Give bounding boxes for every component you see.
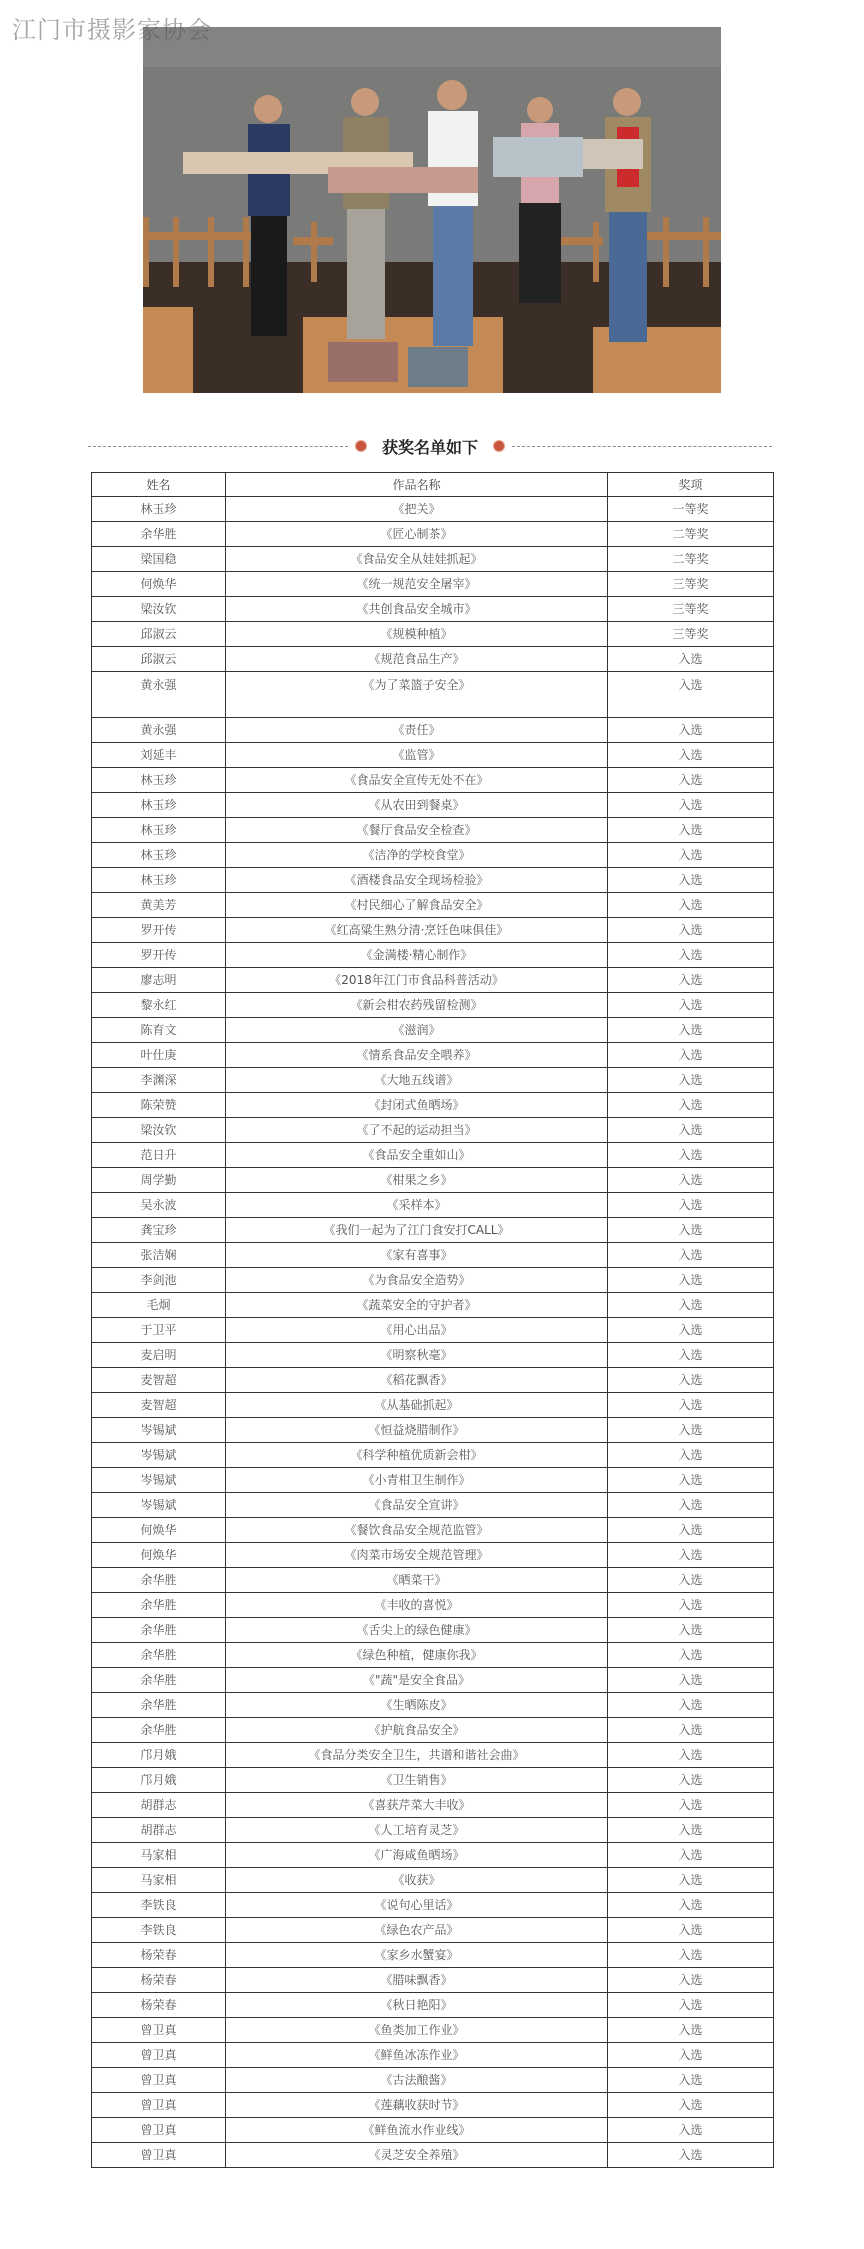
cell-work: 《我们一起为了江门食安打CALL》 — [226, 1218, 608, 1243]
cell-name: 何焕华 — [92, 1518, 226, 1543]
table-row — [92, 1318, 774, 1343]
table-row — [92, 1468, 774, 1493]
cell-award: 入选 — [608, 2093, 774, 2118]
cell-name: 黎永红 — [92, 993, 226, 1018]
cell-name: 陈荣赞 — [92, 1093, 226, 1118]
cell-work: 《喜获芹菜大丰收》 — [226, 1793, 608, 1818]
cell-work: 《家乡水蟹宴》 — [226, 1943, 608, 1968]
table-row — [92, 918, 774, 943]
table-row — [92, 622, 774, 647]
cell-work: 《秋日艳阳》 — [226, 1993, 608, 2018]
cell-award: 入选 — [608, 1418, 774, 1443]
cell-work: 《科学种植优质新会柑》 — [226, 1443, 608, 1468]
cell-work: 《莲藕收获时节》 — [226, 2093, 608, 2118]
table-row — [92, 672, 774, 718]
cell-name: 李铁良 — [92, 1918, 226, 1943]
cell-name: 麦智超 — [92, 1368, 226, 1393]
award-list-heading — [88, 434, 772, 458]
table-row — [92, 497, 774, 522]
cell-work: 《腊味飘香》 — [226, 1968, 608, 1993]
cell-work: 《鱼类加工作业》 — [226, 2018, 608, 2043]
cell-award: 入选 — [608, 1743, 774, 1768]
table-row — [92, 718, 774, 743]
table-row — [92, 843, 774, 868]
cell-work: 《"蔬"是安全食品》 — [226, 1668, 608, 1693]
cell-work: 《责任》 — [226, 718, 608, 743]
cell-award: 入选 — [608, 1168, 774, 1193]
cell-name: 余华胜 — [92, 1718, 226, 1743]
cell-award: 入选 — [608, 1918, 774, 1943]
cell-award: 入选 — [608, 1668, 774, 1693]
cell-name: 余华胜 — [92, 1593, 226, 1618]
cell-name: 胡群志 — [92, 1793, 226, 1818]
table-row — [92, 1168, 774, 1193]
cell-award: 入选 — [608, 2018, 774, 2043]
cell-work: 《酒楼食品安全现场检验》 — [226, 868, 608, 893]
table-row — [92, 1118, 774, 1143]
table-row — [92, 1543, 774, 1568]
cell-name: 刘延丰 — [92, 743, 226, 768]
table-row — [92, 1793, 774, 1818]
cell-award: 入选 — [608, 1268, 774, 1293]
heading-title: 获奖名单如下 — [381, 438, 478, 457]
cell-work: 《金满楼·精心制作》 — [226, 943, 608, 968]
table-row — [92, 572, 774, 597]
cell-name: 李剑池 — [92, 1268, 226, 1293]
cell-name: 杨荣春 — [92, 1993, 226, 2018]
cell-name: 林玉珍 — [92, 818, 226, 843]
table-row — [92, 1218, 774, 1243]
header-work: 作品名称 — [226, 473, 608, 497]
table-row — [92, 1393, 774, 1418]
table-row — [92, 1843, 774, 1868]
cell-work: 《卫生销售》 — [226, 1768, 608, 1793]
table-row — [92, 943, 774, 968]
cell-work: 《洁净的学校食堂》 — [226, 843, 608, 868]
cell-award: 入选 — [608, 893, 774, 918]
cell-name: 林玉珍 — [92, 497, 226, 522]
cell-work: 《封闭式鱼晒场》 — [226, 1093, 608, 1118]
cell-work: 《肉菜市场安全规范管理》 — [226, 1543, 608, 1568]
table-row — [92, 768, 774, 793]
cell-work: 《收获》 — [226, 1868, 608, 1893]
cell-name: 杨荣春 — [92, 1968, 226, 1993]
cell-work: 《古法酿酱》 — [226, 2068, 608, 2093]
cell-name: 梁汝钦 — [92, 597, 226, 622]
cell-work: 《从基础抓起》 — [226, 1393, 608, 1418]
table-row — [92, 1293, 774, 1318]
cell-name: 李铁良 — [92, 1893, 226, 1918]
cell-award: 入选 — [608, 1568, 774, 1593]
cell-work: 《采样本》 — [226, 1193, 608, 1218]
cell-award: 入选 — [608, 1468, 774, 1493]
table-row — [92, 1943, 774, 1968]
cell-work: 《用心出品》 — [226, 1318, 608, 1343]
cell-award: 入选 — [608, 868, 774, 893]
cell-name: 岑锡斌 — [92, 1443, 226, 1468]
group-photo — [143, 27, 721, 393]
cell-work: 《食品安全宣传无处不在》 — [226, 768, 608, 793]
cell-award: 二等奖 — [608, 522, 774, 547]
cell-work: 《人工培育灵芝》 — [226, 1818, 608, 1843]
cell-award: 入选 — [608, 1393, 774, 1418]
table-row — [92, 1568, 774, 1593]
cell-work: 《明察秋毫》 — [226, 1343, 608, 1368]
cell-name: 李渊深 — [92, 1068, 226, 1093]
cell-award: 入选 — [608, 1693, 774, 1718]
cell-work: 《共创食品安全城市》 — [226, 597, 608, 622]
cell-award: 入选 — [608, 647, 774, 672]
cell-name: 余华胜 — [92, 1568, 226, 1593]
table-row — [92, 2018, 774, 2043]
cell-work: 《食品安全重如山》 — [226, 1143, 608, 1168]
cell-name: 廖志明 — [92, 968, 226, 993]
cell-name: 毛炯 — [92, 1293, 226, 1318]
cell-name: 余华胜 — [92, 1668, 226, 1693]
cell-award: 入选 — [608, 1343, 774, 1368]
cell-work: 《情系食品安全喂养》 — [226, 1043, 608, 1068]
cell-name: 梁汝钦 — [92, 1118, 226, 1143]
awards-table-body — [92, 473, 774, 2168]
cell-work: 《规范食品生产》 — [226, 647, 608, 672]
cell-work: 《柑果之乡》 — [226, 1168, 608, 1193]
cell-award: 入选 — [608, 718, 774, 743]
cell-work: 《说句心里话》 — [226, 1893, 608, 1918]
cell-award: 入选 — [608, 993, 774, 1018]
cell-name: 邝月娥 — [92, 1743, 226, 1768]
cell-award: 入选 — [608, 1493, 774, 1518]
cell-work: 《蔬菜安全的守护者》 — [226, 1293, 608, 1318]
cell-name: 马家相 — [92, 1843, 226, 1868]
cell-award: 入选 — [608, 1518, 774, 1543]
cell-work: 《家有喜事》 — [226, 1243, 608, 1268]
table-row — [92, 1343, 774, 1368]
cell-award: 入选 — [608, 1318, 774, 1343]
cell-name: 岑锡斌 — [92, 1468, 226, 1493]
cell-name: 曾卫真 — [92, 2093, 226, 2118]
cell-award: 三等奖 — [608, 597, 774, 622]
cell-name: 周学勤 — [92, 1168, 226, 1193]
cell-name: 岑锡斌 — [92, 1493, 226, 1518]
table-row — [92, 2068, 774, 2093]
cell-award: 入选 — [608, 918, 774, 943]
cell-work: 《2018年江门市食品科普活动》 — [226, 968, 608, 993]
table-row — [92, 1268, 774, 1293]
cell-name: 黄美芳 — [92, 893, 226, 918]
divider-right — [512, 446, 772, 447]
cell-name: 龚宝珍 — [92, 1218, 226, 1243]
cell-work: 《生晒陈皮》 — [226, 1693, 608, 1718]
table-row — [92, 1868, 774, 1893]
table-row — [92, 1593, 774, 1618]
cell-award: 入选 — [608, 1593, 774, 1618]
cell-award: 入选 — [608, 1118, 774, 1143]
awards-table — [91, 472, 774, 2168]
cell-name: 曾卫真 — [92, 2018, 226, 2043]
cell-award: 三等奖 — [608, 572, 774, 597]
cell-work: 《稻花飘香》 — [226, 1368, 608, 1393]
cell-award: 入选 — [608, 1843, 774, 1868]
table-header-row — [92, 473, 774, 497]
cell-name: 麦启明 — [92, 1343, 226, 1368]
table-row — [92, 2143, 774, 2168]
cell-award: 入选 — [608, 1368, 774, 1393]
cell-work: 《规模种植》 — [226, 622, 608, 647]
cell-work: 《餐饮食品安全规范监管》 — [226, 1518, 608, 1543]
cell-award: 入选 — [608, 2143, 774, 2168]
cell-name: 余华胜 — [92, 1643, 226, 1668]
cell-award: 三等奖 — [608, 622, 774, 647]
cell-work: 《大地五线谱》 — [226, 1068, 608, 1093]
cell-name: 杨荣春 — [92, 1943, 226, 1968]
cell-name: 罗开传 — [92, 918, 226, 943]
cell-work: 《食品安全宣讲》 — [226, 1493, 608, 1518]
cell-award: 入选 — [608, 1993, 774, 2018]
cell-award: 入选 — [608, 1293, 774, 1318]
cell-award: 入选 — [608, 1218, 774, 1243]
cell-work: 《食品分类安全卫生，共谱和谐社会曲》 — [226, 1743, 608, 1768]
cell-award: 入选 — [608, 1818, 774, 1843]
table-row — [92, 868, 774, 893]
cell-name: 曾卫真 — [92, 2118, 226, 2143]
cell-award: 入选 — [608, 1618, 774, 1643]
cell-award: 入选 — [608, 1243, 774, 1268]
table-row — [92, 743, 774, 768]
cell-award: 入选 — [608, 1793, 774, 1818]
cell-work: 《统一规范安全屠宰》 — [226, 572, 608, 597]
cell-award: 入选 — [608, 843, 774, 868]
cell-work: 《绿色农产品》 — [226, 1918, 608, 1943]
table-row — [92, 1018, 774, 1043]
table-row — [92, 1368, 774, 1393]
cell-award: 入选 — [608, 1643, 774, 1668]
cell-name: 罗开传 — [92, 943, 226, 968]
cell-name: 马家相 — [92, 1868, 226, 1893]
cell-work: 《灵芝安全养殖》 — [226, 2143, 608, 2168]
cell-award: 入选 — [608, 968, 774, 993]
cell-work: 《从农田到餐桌》 — [226, 793, 608, 818]
cell-award: 入选 — [608, 1893, 774, 1918]
cell-award: 入选 — [608, 1868, 774, 1893]
cell-name: 梁国稳 — [92, 547, 226, 572]
cell-work: 《舌尖上的绿色健康》 — [226, 1618, 608, 1643]
table-row — [92, 1518, 774, 1543]
divider-left — [88, 446, 348, 447]
table-row — [92, 1968, 774, 1993]
cell-name: 何焕华 — [92, 1543, 226, 1568]
header-name: 姓名 — [92, 473, 226, 497]
cell-award: 入选 — [608, 818, 774, 843]
table-row — [92, 1493, 774, 1518]
cell-award: 入选 — [608, 1718, 774, 1743]
cell-work: 《鲜鱼冰冻作业》 — [226, 2043, 608, 2068]
table-row — [92, 547, 774, 572]
table-row — [92, 1643, 774, 1668]
cell-name: 黄永强 — [92, 672, 226, 718]
cell-award: 入选 — [608, 943, 774, 968]
cell-work: 《广海咸鱼晒场》 — [226, 1843, 608, 1868]
cell-work: 《把关》 — [226, 497, 608, 522]
bullet-dot-left — [356, 441, 366, 451]
table-row — [92, 993, 774, 1018]
cell-work: 《鲜鱼流水作业线》 — [226, 2118, 608, 2143]
table-row — [92, 1143, 774, 1168]
cell-name: 余华胜 — [92, 522, 226, 547]
cell-work: 《监管》 — [226, 743, 608, 768]
cell-award: 入选 — [608, 1543, 774, 1568]
bullet-dot-right — [494, 441, 504, 451]
cell-name: 黄永强 — [92, 718, 226, 743]
cell-name: 曾卫真 — [92, 2143, 226, 2168]
table-row — [92, 1893, 774, 1918]
cell-work: 《护航食品安全》 — [226, 1718, 608, 1743]
table-row — [92, 1243, 774, 1268]
cell-name: 吴永波 — [92, 1193, 226, 1218]
cell-award: 入选 — [608, 1443, 774, 1468]
cell-work: 《小青柑卫生制作》 — [226, 1468, 608, 1493]
cell-name: 林玉珍 — [92, 868, 226, 893]
cell-name: 陈育文 — [92, 1018, 226, 1043]
cell-work: 《为了菜篮子安全》 — [226, 672, 608, 718]
table-row — [92, 1918, 774, 1943]
table-row — [92, 1093, 774, 1118]
cell-award: 入选 — [608, 768, 774, 793]
cell-award: 入选 — [608, 1093, 774, 1118]
table-row — [92, 1668, 774, 1693]
table-row — [92, 793, 774, 818]
cell-name: 邱淑云 — [92, 647, 226, 672]
cell-award: 入选 — [608, 1968, 774, 1993]
cell-work: 《绿色种植，健康你我》 — [226, 1643, 608, 1668]
cell-name: 于卫平 — [92, 1318, 226, 1343]
cell-name: 林玉珍 — [92, 843, 226, 868]
cell-work: 《恒益烧腊制作》 — [226, 1418, 608, 1443]
cell-work: 《村民细心了解食品安全》 — [226, 893, 608, 918]
table-row — [92, 1193, 774, 1218]
cell-name: 岑锡斌 — [92, 1418, 226, 1443]
table-row — [92, 1068, 774, 1093]
cell-award: 入选 — [608, 793, 774, 818]
cell-award: 入选 — [608, 1943, 774, 1968]
cell-award: 入选 — [608, 672, 774, 718]
table-row — [92, 597, 774, 622]
cell-work: 《红高粱生熟分清·烹饪色味俱佳》 — [226, 918, 608, 943]
cell-work: 《食品安全从娃娃抓起》 — [226, 547, 608, 572]
table-row — [92, 647, 774, 672]
cell-work: 《匠心制茶》 — [226, 522, 608, 547]
cell-award: 入选 — [608, 743, 774, 768]
cell-work: 《滋润》 — [226, 1018, 608, 1043]
cell-award: 入选 — [608, 1018, 774, 1043]
cell-award: 入选 — [608, 1143, 774, 1168]
cell-name: 余华胜 — [92, 1693, 226, 1718]
cell-name: 余华胜 — [92, 1618, 226, 1643]
cell-award: 入选 — [608, 1768, 774, 1793]
table-row — [92, 893, 774, 918]
cell-name: 邱淑云 — [92, 622, 226, 647]
cell-work: 《餐厅食品安全检查》 — [226, 818, 608, 843]
table-row — [92, 522, 774, 547]
table-row — [92, 1043, 774, 1068]
cell-work: 《了不起的运动担当》 — [226, 1118, 608, 1143]
cell-name: 林玉珍 — [92, 793, 226, 818]
table-row — [92, 1618, 774, 1643]
table-row — [92, 1768, 774, 1793]
cell-work: 《丰收的喜悦》 — [226, 1593, 608, 1618]
table-row — [92, 2118, 774, 2143]
cell-name: 张洁娴 — [92, 1243, 226, 1268]
table-row — [92, 1993, 774, 2018]
header-award: 奖项 — [608, 473, 774, 497]
cell-name: 邝月娥 — [92, 1768, 226, 1793]
cell-award: 二等奖 — [608, 547, 774, 572]
table-row — [92, 1418, 774, 1443]
cell-name: 曾卫真 — [92, 2043, 226, 2068]
table-row — [92, 1718, 774, 1743]
cell-name: 胡群志 — [92, 1818, 226, 1843]
cell-award: 入选 — [608, 1043, 774, 1068]
cell-award: 入选 — [608, 2118, 774, 2143]
cell-award: 入选 — [608, 2043, 774, 2068]
watermark-text: 江门市摄影家协会 — [12, 16, 212, 44]
cell-name: 林玉珍 — [92, 768, 226, 793]
cell-name: 范日升 — [92, 1143, 226, 1168]
table-row — [92, 968, 774, 993]
table-row — [92, 1818, 774, 1843]
table-row — [92, 1443, 774, 1468]
cell-name: 叶仕庚 — [92, 1043, 226, 1068]
table-row — [92, 2043, 774, 2068]
cell-award: 入选 — [608, 1193, 774, 1218]
cell-work: 《新会柑农药残留检测》 — [226, 993, 608, 1018]
cell-award: 入选 — [608, 1068, 774, 1093]
cell-work: 《晒菜干》 — [226, 1568, 608, 1593]
table-row — [92, 1693, 774, 1718]
table-row — [92, 2093, 774, 2118]
cell-award: 一等奖 — [608, 497, 774, 522]
cell-work: 《为食品安全造势》 — [226, 1268, 608, 1293]
cell-award: 入选 — [608, 2068, 774, 2093]
cell-name: 何焕华 — [92, 572, 226, 597]
cell-name: 曾卫真 — [92, 2068, 226, 2093]
table-row — [92, 818, 774, 843]
table-row — [92, 1743, 774, 1768]
cell-name: 麦智超 — [92, 1393, 226, 1418]
